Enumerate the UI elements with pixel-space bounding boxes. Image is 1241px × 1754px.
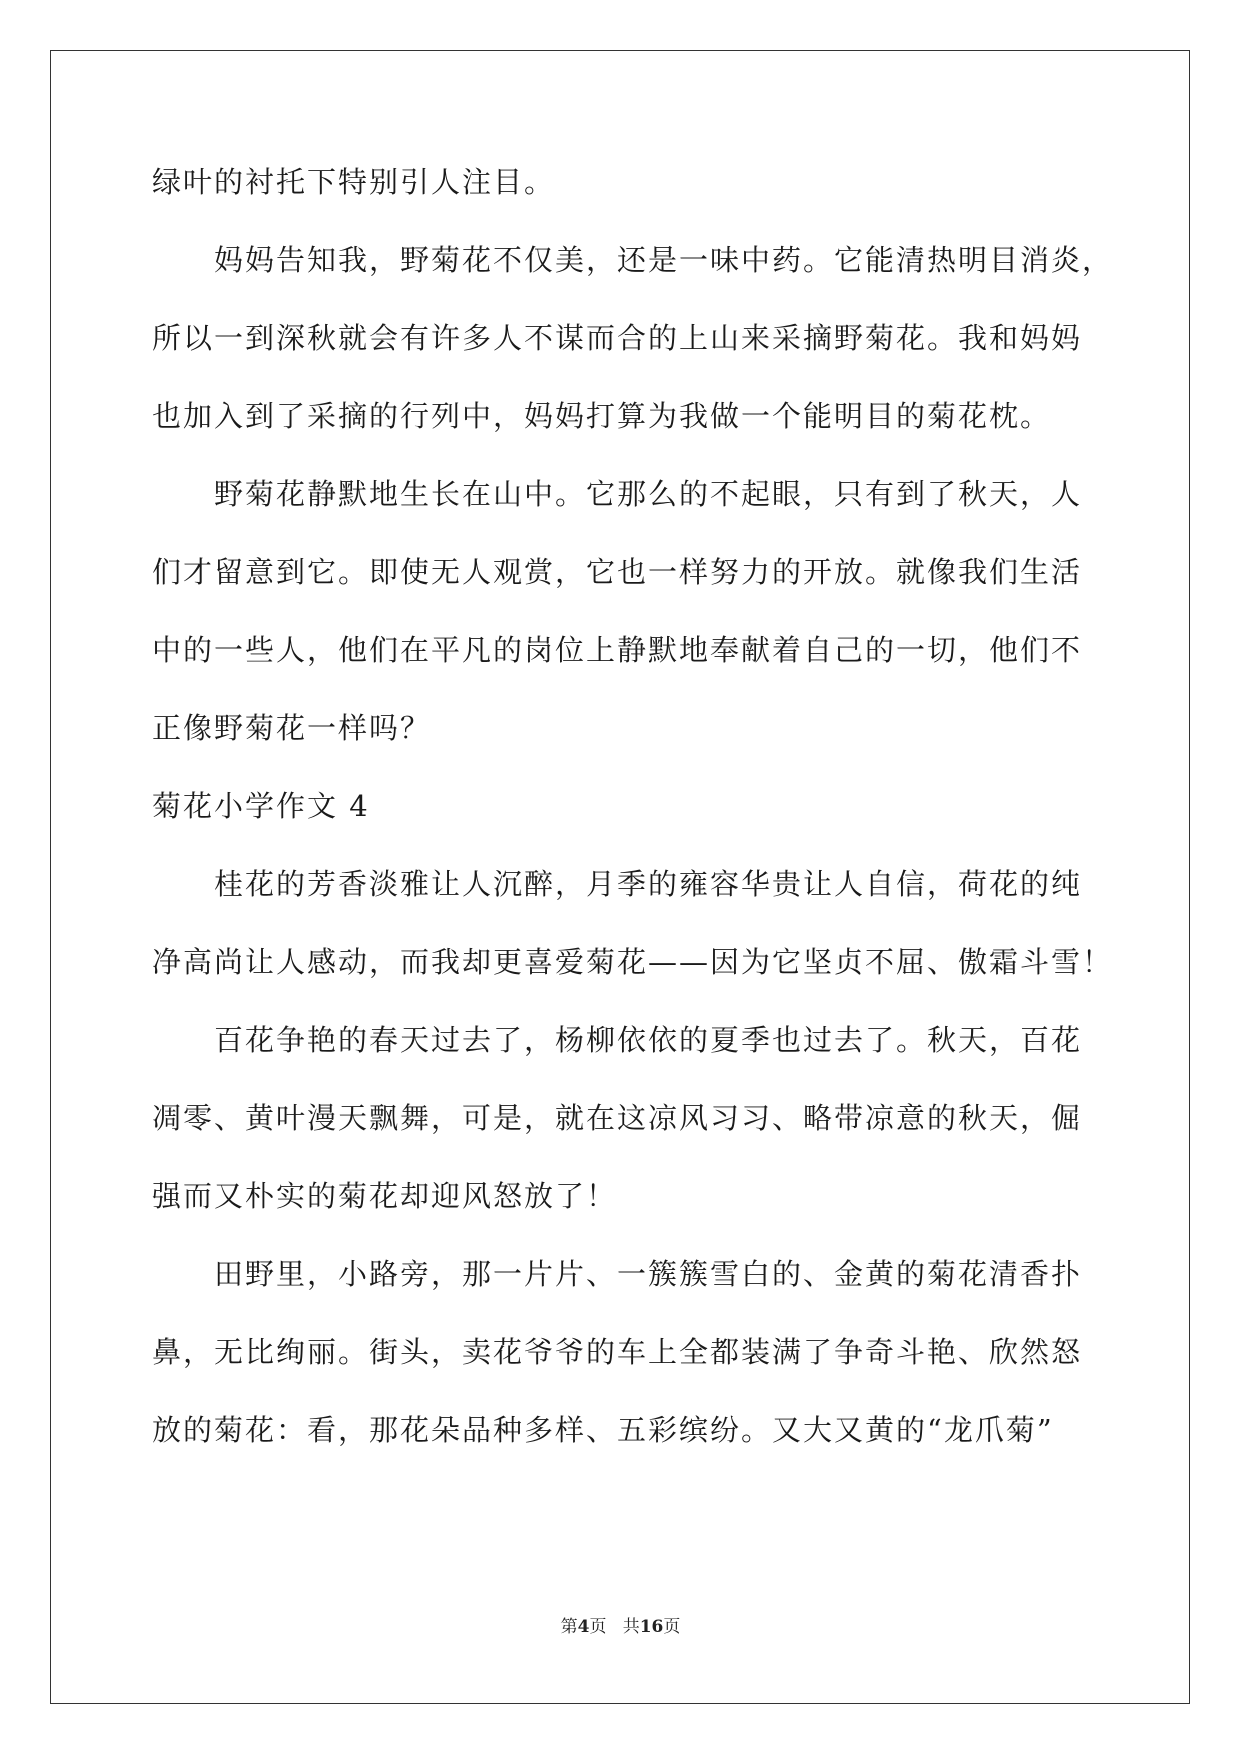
section-heading: 菊花小学作文 4 bbox=[152, 789, 370, 823]
text-line: 百花争艳的春天过去了，杨柳依依的夏季也过去了。秋天，百花 bbox=[152, 1023, 1083, 1057]
text-line: 妈妈告知我，野菊花不仅美，还是一味中药。它能清热明目消炎， bbox=[152, 243, 1114, 277]
text-line: 们才留意到它。即使无人观赏，它也一样努力的开放。就像我们生活 bbox=[152, 555, 1083, 589]
footer-total-suffix: 页 bbox=[663, 1617, 681, 1637]
footer-prefix: 第 bbox=[560, 1617, 578, 1637]
page-footer bbox=[0, 1612, 1241, 1637]
text-line: 绿叶的衬托下特别引人注目。 bbox=[152, 165, 556, 199]
text-line: 净高尚让人感动，而我却更喜爱菊花——因为它坚贞不屈、傲霜斗雪！ bbox=[152, 945, 1114, 979]
footer-total-prefix: 共 bbox=[622, 1617, 640, 1637]
text-line: 正像野菊花一样吗？ bbox=[152, 711, 432, 745]
text-line: 所以一到深秋就会有许多人不谋而合的上山来采摘野菊花。我和妈妈 bbox=[152, 321, 1083, 355]
total-pages: 16 bbox=[639, 1617, 664, 1637]
text-line: 桂花的芳香淡雅让人沉醉，月季的雍容华贵让人自信，荷花的纯 bbox=[152, 867, 1083, 901]
footer-page-suffix: 页 bbox=[589, 1617, 607, 1637]
page-number: 4 bbox=[577, 1617, 590, 1637]
text-line: 田野里，小路旁，那一片片、一簇簇雪白的、金黄的菊花清香扑 bbox=[152, 1257, 1083, 1291]
text-line: 也加入到了采摘的行列中，妈妈打算为我做一个能明目的菊花枕。 bbox=[152, 399, 1052, 433]
text-line: 凋零、黄叶漫天飘舞，可是，就在这凉风习习、略带凉意的秋天，倔 bbox=[152, 1101, 1083, 1135]
text-line: 野菊花静默地生长在山中。它那么的不起眼，只有到了秋天，人 bbox=[152, 477, 1083, 511]
text-line: 中的一些人，他们在平凡的岗位上静默地奉献着自己的一切，他们不 bbox=[152, 633, 1083, 667]
text-line: 强而又朴实的菊花却迎风怒放了！ bbox=[152, 1179, 618, 1213]
text-line: 放的菊花：看，那花朵品种多样、五彩缤纷。又大又黄的“龙爪菊” bbox=[152, 1413, 1054, 1447]
text-line: 鼻，无比绚丽。街头，卖花爷爷的车上全都装满了争奇斗艳、欣然怒 bbox=[152, 1335, 1083, 1369]
